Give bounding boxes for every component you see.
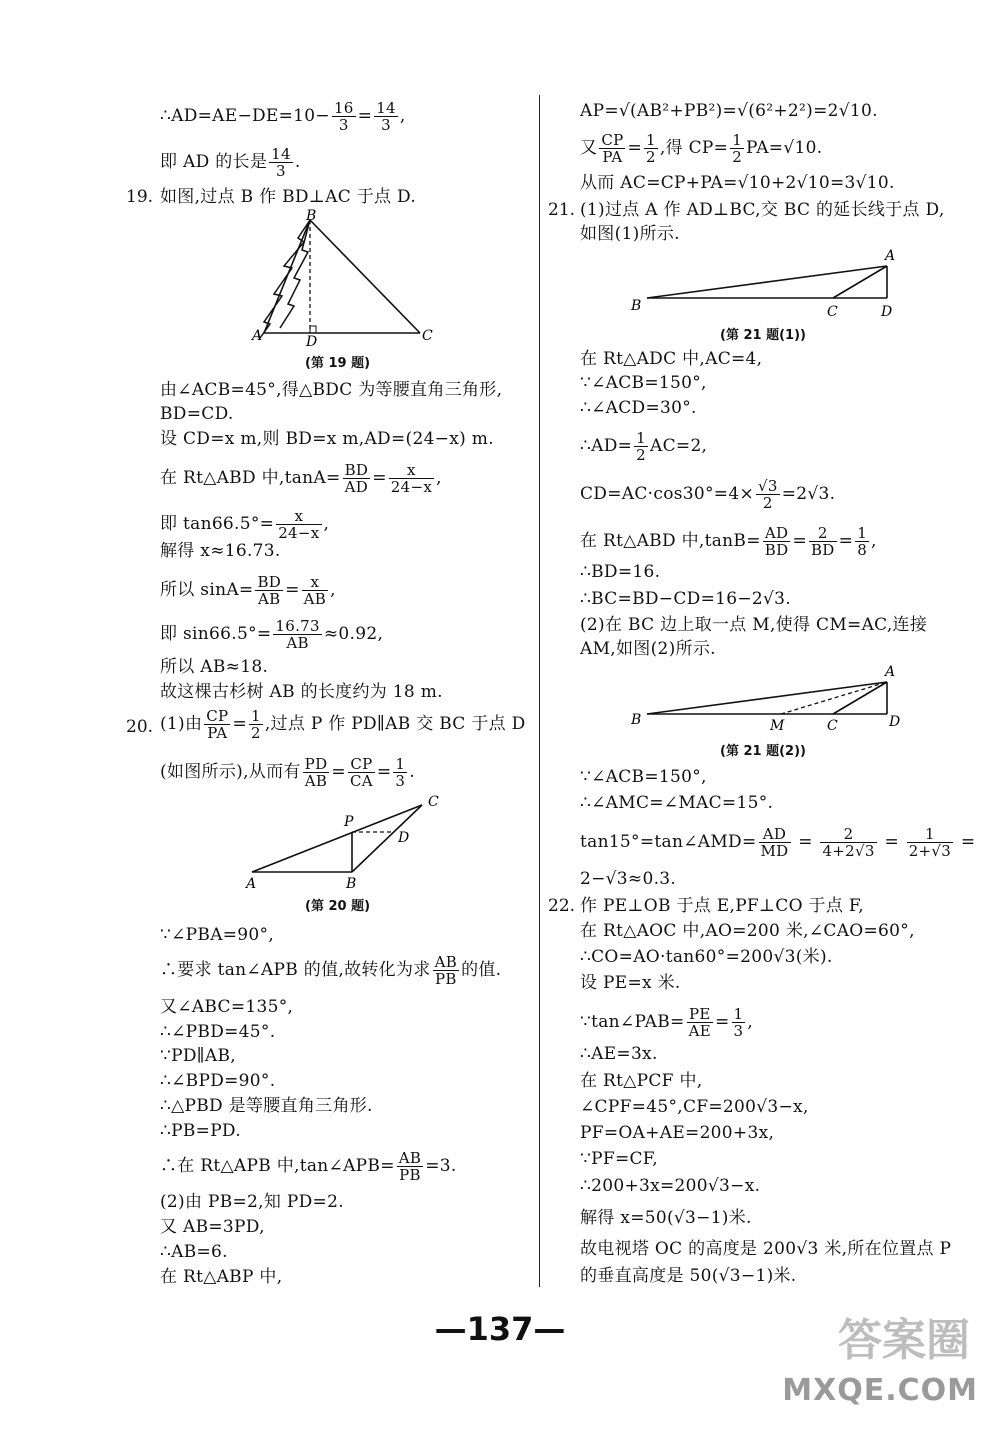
fraction [302, 574, 328, 607]
right-line-2 [580, 132, 822, 165]
watermark-site: MXQE.COM [782, 1373, 978, 1408]
fraction [644, 132, 658, 165]
q22-line-13: 故电视塔 OC 的高度是 200√3 米,所在位置点 P [580, 1239, 952, 1259]
numerator: 1 [732, 131, 743, 149]
q19-line-2: 由∠ACB=45°,得△BDC 为等腰直角三角形, [160, 380, 503, 400]
text: = [232, 714, 247, 734]
watermark-logo: 答案圈 [838, 1315, 970, 1366]
q19-line-6: 即 tan66.5°= $\frac{x}{24-x}$ , [160, 507, 330, 542]
q22-line-7: 在 Rt△PCF 中, [580, 1071, 703, 1091]
figure-21-2-caption: (第 21 题(2)) [720, 744, 806, 759]
denominator: PA [207, 724, 228, 742]
text: 的值. [461, 960, 502, 980]
q19-line-1: 如图,过点 B 作 BD⊥AC 于点 D. [160, 187, 417, 207]
q20-line-7: ∵PD∥AB, [160, 1046, 237, 1066]
denominator: AB [258, 590, 281, 608]
q20-line-5: 又∠ABC=135°, [160, 997, 294, 1017]
q20-line-2: (如图所示),从而有 $\frac{PD}{AB}$ = $\frac{CP}{CA}$ = $\frac{1}{3}$ . [160, 755, 415, 790]
numerator: CP [601, 131, 624, 149]
text: ≈0.92, [323, 624, 384, 644]
text: ∴AD= [580, 436, 633, 456]
fraction [397, 1150, 423, 1183]
numerator: 14 [271, 145, 291, 163]
left-line-1: ∴AD=AE−DE=10− $\frac{16}{3}$ = $\frac{14}{3}$ , [160, 99, 406, 134]
q22-line-9: PF=OA+AE=200+3x, [580, 1123, 775, 1143]
text: = [627, 138, 643, 158]
label-D: D [398, 830, 410, 846]
text: (1)由 [160, 714, 203, 734]
text: CD=AC·cos30°=4× [580, 484, 754, 504]
denominator: PA [602, 148, 623, 166]
fraction [255, 574, 283, 607]
q22-line-4: 设 PE=x 米. [580, 973, 681, 993]
label-B: B [631, 712, 642, 728]
page-number: —137— [434, 1310, 566, 1348]
fraction [687, 1006, 713, 1039]
denominator: AB [304, 772, 328, 790]
fraction [276, 508, 321, 541]
text: 在 Rt△ABD 中,tanB= [580, 531, 761, 551]
text: tan15°=tan∠AMD= [580, 832, 757, 852]
q19-line-7: 解得 x≈16.73. [160, 541, 281, 561]
denominator: 8 [857, 541, 868, 559]
label-B: B [346, 876, 357, 890]
q22-line-3: ∴CO=AO·tan60°=200√3(米). [580, 947, 833, 967]
numerator: 14 [376, 99, 396, 117]
numerator: 1 [251, 707, 261, 725]
text: ∵tan∠PAB= [580, 1012, 685, 1032]
label-A: A [885, 664, 896, 680]
text: ∴在 Rt△APB 中,tan∠APB= [160, 1156, 395, 1176]
numerator: AD [763, 525, 791, 542]
q22-line-6: ∴AE=3x. [580, 1044, 658, 1064]
q22-line-8: ∠CPF=45°,CF=200√3−x, [580, 1097, 809, 1117]
denominator: 2 [251, 724, 261, 742]
q19-line-4: 设 CD=x m,则 BD=x m,AD=(24−x) m. [160, 429, 494, 449]
text: 又 [580, 138, 598, 158]
numerator: BD [257, 573, 282, 591]
numerator: PD [304, 755, 328, 773]
text: (如图所示),从而有 [160, 762, 301, 782]
text: ∴AD=AE−DE=10− [160, 106, 330, 126]
text: ,过点 P 作 PD∥AB 交 BC 于点 D [264, 714, 526, 734]
text: 即 AD 的长是 [160, 152, 268, 172]
denominator: MD [760, 842, 789, 860]
figure-20-caption: (第 20 题) [305, 899, 371, 914]
right-line-3: 从而 AC=CP+PA=√10+2√10=3√10. [580, 173, 895, 193]
q21-line-4: ∵∠ACB=150°, [580, 373, 707, 393]
denominator: 24−x [278, 524, 320, 542]
denominator: 3 [338, 116, 349, 134]
q22-line-2: 在 Rt△AOC 中,AO=200 米,∠CAO=60°, [580, 921, 915, 941]
question-number-21: 21. [548, 200, 576, 220]
fraction [374, 100, 398, 133]
numerator: 1 [395, 755, 406, 773]
fraction [763, 525, 791, 558]
fraction [855, 525, 869, 558]
label-A: A [252, 328, 263, 344]
label-C: C [827, 718, 838, 734]
q21-line-13: ∵∠ACB=150°, [580, 767, 707, 787]
label-C: C [428, 794, 439, 810]
q20-line-8: ∴∠BPD=90°. [160, 1071, 276, 1091]
q20-line-15: 在 Rt△ABP 中, [160, 1267, 283, 1287]
text: 所以 sinA= [160, 580, 254, 600]
label-B: B [306, 208, 317, 224]
text: PA=√10. [746, 138, 823, 158]
q21-line-12: AM,如图(2)所示. [580, 639, 716, 659]
q20-line-4 [160, 954, 501, 987]
q20-line-14: ∴AB=6. [160, 1242, 228, 1262]
q20-line-6: ∴∠PBD=45°. [160, 1022, 276, 1042]
fraction [204, 708, 230, 741]
denominator: AB [286, 634, 309, 652]
q21-line-7 [580, 478, 835, 511]
text: ,得 CP= [659, 138, 729, 158]
label-D: D [889, 714, 901, 730]
numerator: 2 [820, 826, 876, 843]
label-C: C [827, 304, 838, 320]
text: ∴要求 tan∠APB 的值,故转化为求 [160, 960, 431, 980]
denominator: 2 [636, 446, 647, 464]
label-A: A [885, 248, 896, 264]
numerator: 1 [857, 524, 868, 542]
text: =3. [425, 1156, 457, 1176]
fraction [634, 430, 648, 463]
numerator: 1 [646, 131, 656, 149]
denominator: PB [434, 970, 457, 988]
right-line-1: AP=√(AB²+PB²)=√(6²+2²)=2√10. [580, 101, 878, 121]
q21-line-9: ∴BD=16. [580, 562, 661, 582]
denominator: BD [764, 541, 789, 559]
numerator: AD [759, 826, 791, 843]
q21-line-16: 2−√3≈0.3. [580, 869, 677, 889]
denominator: 3 [395, 772, 406, 790]
q21-line-1: (1)过点 A 作 AD⊥BC,交 BC 的延长线于点 D, [580, 200, 945, 220]
fraction [907, 826, 953, 859]
question-number-22: 22. [548, 896, 576, 916]
q20-line-9: ∴△PBD 是等腰直角三角形. [160, 1096, 373, 1116]
text: 即 sin66.5°= [160, 624, 272, 644]
text: 即 tan66.5°= [160, 514, 275, 534]
q22-line-14: 的垂直高度是 50(√3−1)米. [580, 1266, 797, 1286]
numerator: x [389, 462, 434, 479]
q20-line-10: ∴PB=PD. [160, 1121, 241, 1141]
text: = [357, 106, 373, 126]
q22-line-5: ∵tan∠PAB= $\frac{PE}{AE}$ = $\frac{1}{3}$ , [580, 1005, 754, 1040]
q21-line-15: tan15°=tan∠AMD= $\frac{AD}{MD}$ = $\frac{2}{4+2√3}$ = $\frac{1}{2+√3}$ = [580, 825, 976, 860]
q19-line-5: 在 Rt△ABD 中,tanA= $\frac{BD}{AD}$ = $\frac{x}{24-x}$ , [160, 461, 442, 496]
label-A: A [246, 876, 257, 890]
q21-line-8: 在 Rt△ABD 中,tanB= $\frac{AD}{BD}$ = $\frac{2}{BD}$ = $\frac{1}{8}$ , [580, 524, 877, 559]
denominator: 2 [762, 494, 773, 512]
figure-21-1 [625, 246, 910, 322]
numerator: CP [348, 756, 375, 773]
question-number-20: 20. [126, 717, 154, 737]
label-P: P [344, 814, 354, 830]
q22-line-10: ∵PF=CF, [580, 1149, 658, 1169]
denominator: 3 [381, 116, 391, 134]
fraction [303, 756, 330, 789]
denominator: 24−x [390, 478, 433, 496]
fraction [730, 132, 744, 165]
q21-line-2: 如图(1)所示. [580, 224, 680, 244]
denominator: 2+√3 [908, 842, 952, 860]
numerator: AB [434, 953, 458, 971]
label-D: D [306, 334, 318, 348]
fraction [599, 132, 625, 165]
q19-line-3: BD=CD. [160, 404, 234, 424]
numerator: 1 [636, 429, 647, 447]
fraction [756, 478, 780, 511]
question-number-19: 19. [126, 187, 154, 207]
numerator: x [302, 574, 328, 591]
fraction [393, 756, 407, 789]
numerator: √3 [758, 477, 778, 495]
q19-line-10: 所以 AB≈18. [160, 657, 269, 677]
fraction [433, 954, 459, 987]
fraction [809, 525, 837, 558]
numerator: 1 [733, 1005, 744, 1023]
q21-line-5: ∴∠ACD=30°. [580, 398, 697, 418]
label-B: B [631, 298, 642, 314]
numerator: AB [398, 1149, 422, 1167]
q21-line-10: ∴BC=BD−CD=16−2√3. [580, 589, 791, 609]
numerator: 16.73 [275, 617, 320, 635]
numerator: BD [344, 461, 369, 479]
text: AC=2, [650, 436, 708, 456]
text: =2√3. [781, 484, 836, 504]
denominator: AE [688, 1022, 711, 1040]
denominator: 3 [276, 162, 286, 180]
q22-line-12: 解得 x=50(√3−1)米. [580, 1208, 752, 1228]
denominator: 2 [646, 148, 656, 166]
fraction [269, 146, 293, 179]
fraction [343, 462, 371, 495]
q22-line-11: ∴200+3x=200√3−x. [580, 1176, 761, 1196]
q20-line-13: 又 AB=3PD, [160, 1217, 265, 1237]
q20-line-1 [160, 708, 526, 741]
left-line-2: 即 AD 的长是 $\frac{14}{3}$ . [160, 145, 301, 180]
fraction [249, 708, 263, 741]
numerator: 1 [907, 826, 953, 843]
figure-21-1-caption: (第 21 题(1)) [720, 328, 806, 343]
denominator: 2 [732, 148, 743, 166]
denominator: 3 [733, 1022, 744, 1040]
fraction [332, 100, 356, 133]
fraction [389, 462, 434, 495]
q21-line-14: ∴∠AMC=∠MAC=15°. [580, 793, 774, 813]
q21-line-3: 在 Rt△ADC 中,AC=4, [580, 349, 763, 369]
label-C: C [422, 328, 433, 344]
q19-line-8: 所以 sinA= $\frac{BD}{AB}$ = $\frac{x}{AB}$ , [160, 573, 336, 608]
q22-line-1: 作 PE⊥OB 于点 E,PF⊥CO 于点 F, [580, 896, 865, 916]
denominator: AD [344, 478, 369, 496]
denominator: BD [810, 541, 835, 559]
q20-line-3: ∵∠PBA=90°, [160, 925, 275, 945]
q21-line-6 [580, 430, 707, 463]
denominator: CA [349, 772, 373, 790]
figure-19-caption: (第 19 题) [305, 356, 371, 371]
text: 在 Rt△ABD 中,tanA= [160, 468, 341, 488]
figure-21-2 [625, 662, 910, 738]
fraction [273, 618, 321, 651]
numerator: x [276, 508, 321, 525]
numerator: 16 [333, 99, 354, 117]
label-D: D [881, 304, 893, 320]
denominator: 4+2√3 [822, 842, 875, 860]
figure-19 [250, 208, 440, 348]
q19-line-11: 故这棵古杉树 AB 的长度约为 18 m. [160, 682, 443, 702]
numerator: PE [687, 1006, 713, 1023]
denominator: PB [399, 1166, 421, 1184]
fraction [759, 826, 791, 859]
figure-20 [240, 790, 450, 890]
fraction [732, 1006, 746, 1039]
column-divider [539, 95, 540, 1287]
numerator: CP [206, 707, 229, 725]
label-M: M [770, 718, 785, 734]
fraction [820, 826, 876, 859]
q20-line-12: (2)由 PB=2,知 PD=2. [160, 1192, 344, 1212]
numerator: 2 [809, 525, 837, 542]
q19-line-9 [160, 618, 383, 651]
q20-line-11 [160, 1150, 457, 1183]
q21-line-11: (2)在 BC 边上取一点 M,使得 CM=AC,连接 [580, 615, 928, 635]
fraction [348, 756, 375, 789]
denominator: AB [303, 590, 327, 608]
